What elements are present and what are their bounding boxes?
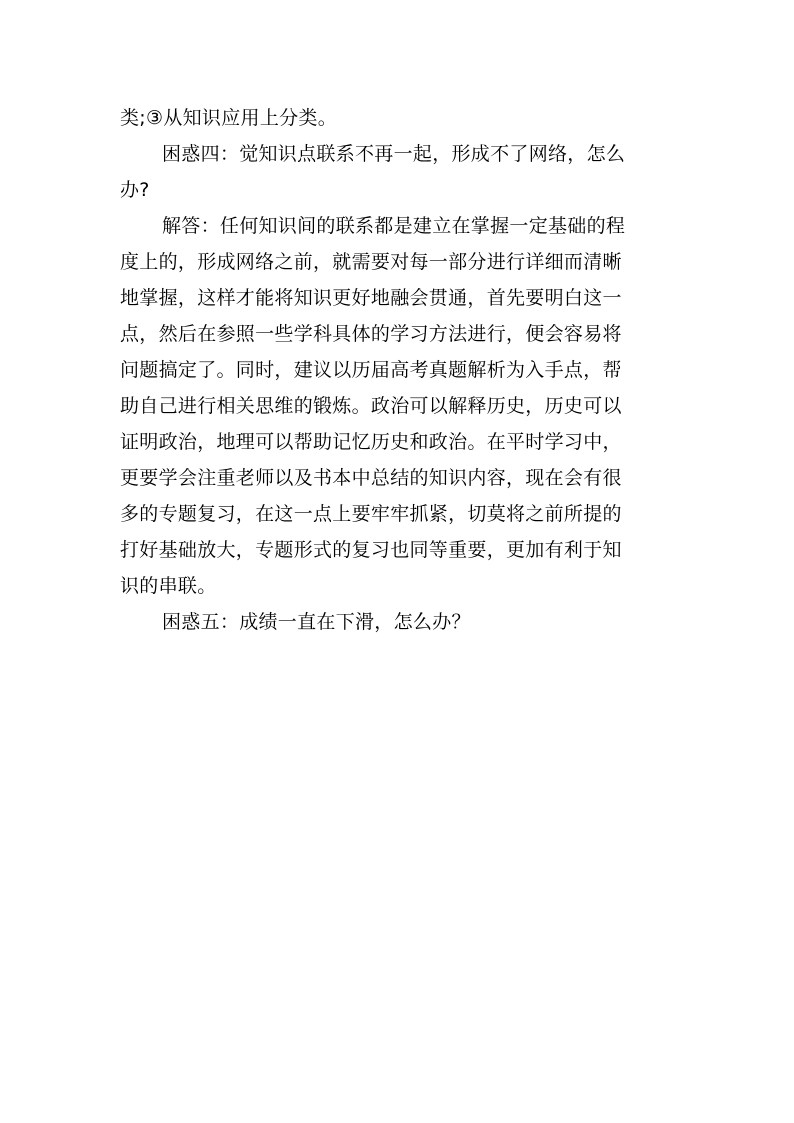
paragraph-line: 助自己进行相关思维的锻炼。政治可以解释历史，历史可以 <box>120 395 622 417</box>
paragraph-line: 识的串联。 <box>120 575 217 597</box>
paragraph-line: 问题搞定了。同时，建议以历届高考真题解析为入手点，帮 <box>120 359 622 381</box>
paragraph-line: 地掌握，这样才能将知识更好地融会贯通，首先要明白这一 <box>120 287 622 309</box>
paragraph-line: 点，然后在参照一些学科具体的学习方法进行，便会容易将 <box>120 323 622 345</box>
paragraph-line: 打好基础放大，专题形式的复习也同等重要，更加有利于知 <box>120 539 622 561</box>
answer-paragraph-start: 解答：任何知识间的联系都是建立在掌握一定基础的程 <box>162 215 626 237</box>
paragraph-line: 证明政治，地理可以帮助记忆历史和政治。在平时学习中， <box>120 431 622 453</box>
paragraph-line: 办? <box>120 179 150 201</box>
question-four-heading: 困惑四：觉知识点联系不再一起，形成不了网络，怎么 <box>162 143 626 165</box>
document-body <box>120 100 680 640</box>
paragraph-line: 类;③从知识应用上分类。 <box>120 107 338 129</box>
paragraph-line: 更要学会注重老师以及书本中总结的知识内容，现在会有很 <box>120 467 622 489</box>
paragraph-line: 度上的，形成网络之前，就需要对每一部分进行详细而清晰 <box>120 251 622 273</box>
question-five-heading: 困惑五：成绩一直在下滑，怎么办？ <box>162 611 471 633</box>
paragraph-line: 多的专题复习，在这一点上要牢牢抓紧，切莫将之前所提的 <box>120 503 622 525</box>
